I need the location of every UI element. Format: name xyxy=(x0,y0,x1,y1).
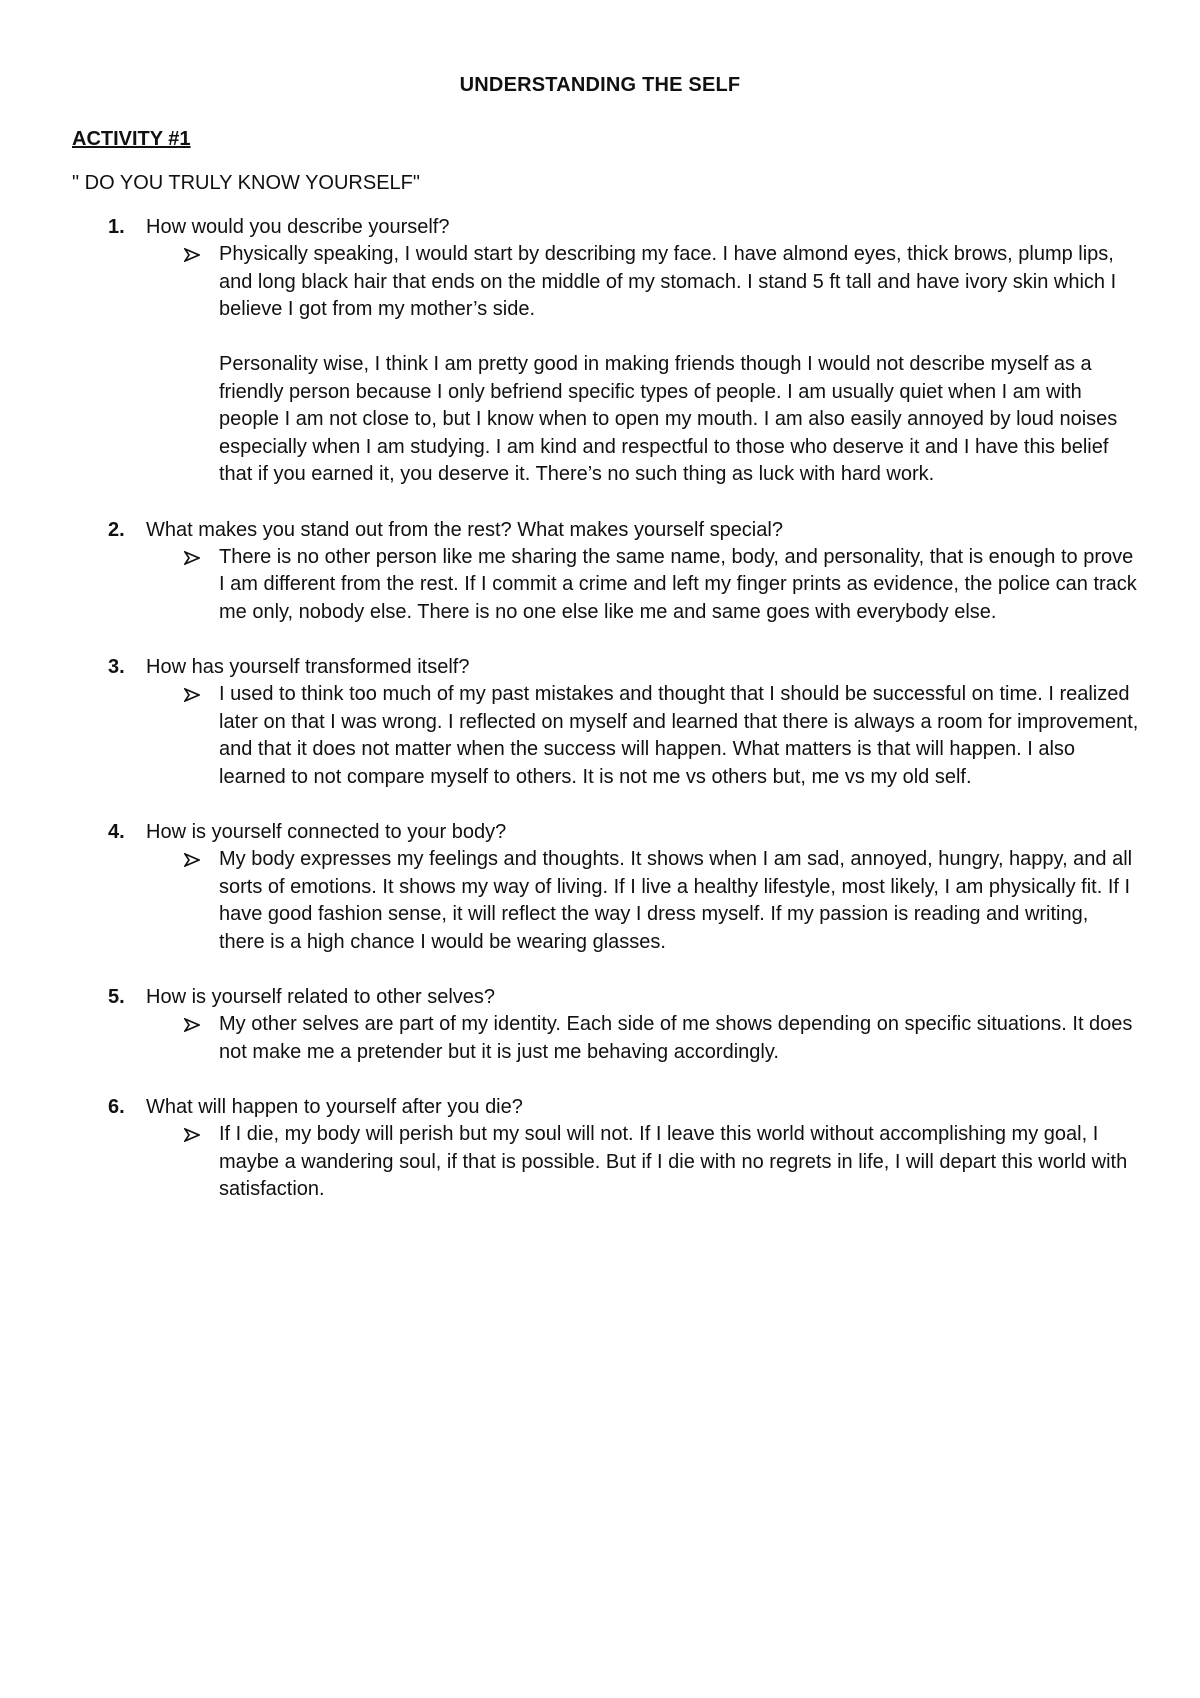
question-text: What makes you stand out from the rest? What makes yourself special? xyxy=(146,518,783,541)
question-item xyxy=(0,653,1200,791)
arrowhead-bullet-icon xyxy=(184,846,204,867)
question-line xyxy=(0,1093,1200,1121)
arrowhead-bullet-icon xyxy=(184,241,204,262)
answer-paragraph: My other selves are part of my identity. Each side of me shows depending on specific situations. It does not make me a pretender but it is just me behaving accordingly. xyxy=(219,1013,1133,1063)
answer-paragraph: Physically speaking, I would start by describing my face. I have almond eyes, thick brows, plump lips, and long black hair that ends on the middle of my stomach. I stand 5 ft tall and have ivory skin which I believe I got from my mother’s side. xyxy=(219,243,1117,320)
answer-block xyxy=(0,241,1200,489)
question-number: 2. xyxy=(108,518,125,541)
arrowhead-bullet-icon xyxy=(184,544,204,565)
question-line xyxy=(0,653,1200,681)
question-number: 3. xyxy=(108,656,125,678)
arrowhead-bullet-icon xyxy=(184,1121,204,1142)
answer-block xyxy=(0,544,1200,627)
question-text: How has yourself transformed itself? xyxy=(146,656,470,678)
activity-heading: ACTIVITY #1 xyxy=(72,128,191,150)
answer-paragraph: My body expresses my feelings and thoughts. It shows when I am sad, annoyed, hungry, happy, and all sorts of emotions. It shows my way of living. If I live a healthy lifestyle, most likely, I am physically fit. If I have good fashion sense, it will reflect the way I dress myself. If my passion is reading and writing, there is a high chance I would be wearing glasses. xyxy=(219,848,1133,953)
question-text: How is yourself related to other selves? xyxy=(146,986,496,1008)
question-number: 1. xyxy=(108,216,125,238)
question-number: 6. xyxy=(108,1096,125,1118)
question-item xyxy=(0,213,1200,489)
question-list xyxy=(0,213,1200,1231)
question-text: How is yourself connected to your body? xyxy=(146,821,507,843)
answer-block xyxy=(0,1121,1200,1204)
question-item xyxy=(0,818,1200,956)
answer-paragraph: If I die, my body will perish but my soul will not. If I leave this world without accomplishing my goal, I maybe a wandering soul, if that is possible. But if I die with no regrets in life, I will depart this world with satisfaction. xyxy=(219,1123,1128,1200)
arrowhead-bullet-icon xyxy=(184,681,204,702)
activity-subtitle: " DO YOU TRULY KNOW YOURSELF" xyxy=(72,172,420,194)
question-line xyxy=(0,516,1200,544)
document-title: UNDERSTANDING THE SELF xyxy=(459,74,741,96)
question-item xyxy=(0,1093,1200,1204)
question-text: What will happen to yourself after you die? xyxy=(146,1096,523,1118)
answer-block xyxy=(0,1011,1200,1066)
answer-paragraph: There is no other person like me sharing the same name, body, and personality, that is enough to prove I am different from the rest. If I commit a crime and left my finger prints as evidence, the police can track me only, nobody else. There is no one else like me and same goes with everybody else. xyxy=(219,545,1137,623)
answer-block xyxy=(0,846,1200,956)
question-line xyxy=(0,818,1200,846)
question-item xyxy=(0,516,1200,627)
answer-paragraph: I used to think too much of my past mistakes and thought that I should be successful on time. I realized later on that I was wrong. I reflected on myself and learned that there is always a room for improvement, and that it does not matter when the success will happen. What matters is that will happen. I also learned to not compare myself to others. It is not me vs others but, me vs my old self. xyxy=(219,683,1139,788)
question-item xyxy=(0,983,1200,1066)
question-text: How would you describe yourself? xyxy=(146,216,450,238)
question-line xyxy=(0,213,1200,241)
question-number: 4. xyxy=(108,821,125,843)
arrowhead-bullet-icon xyxy=(184,1011,204,1032)
answer-paragraph: Personality wise, I think I am pretty good in making friends though I would not describe myself as a friendly person because I only befriend specific types of people. I am usually quiet when I am with people I am not close to, but I know when to open my mouth. I am also easily annoyed by loud noises especially when I am studying. I am kind and respectful to those who deserve it and I have this belief that if you earned it, you deserve it. There’s no such thing as luck with hard work. xyxy=(219,353,1118,485)
question-line xyxy=(0,983,1200,1011)
answer-block xyxy=(0,681,1200,791)
question-number: 5. xyxy=(108,986,125,1008)
